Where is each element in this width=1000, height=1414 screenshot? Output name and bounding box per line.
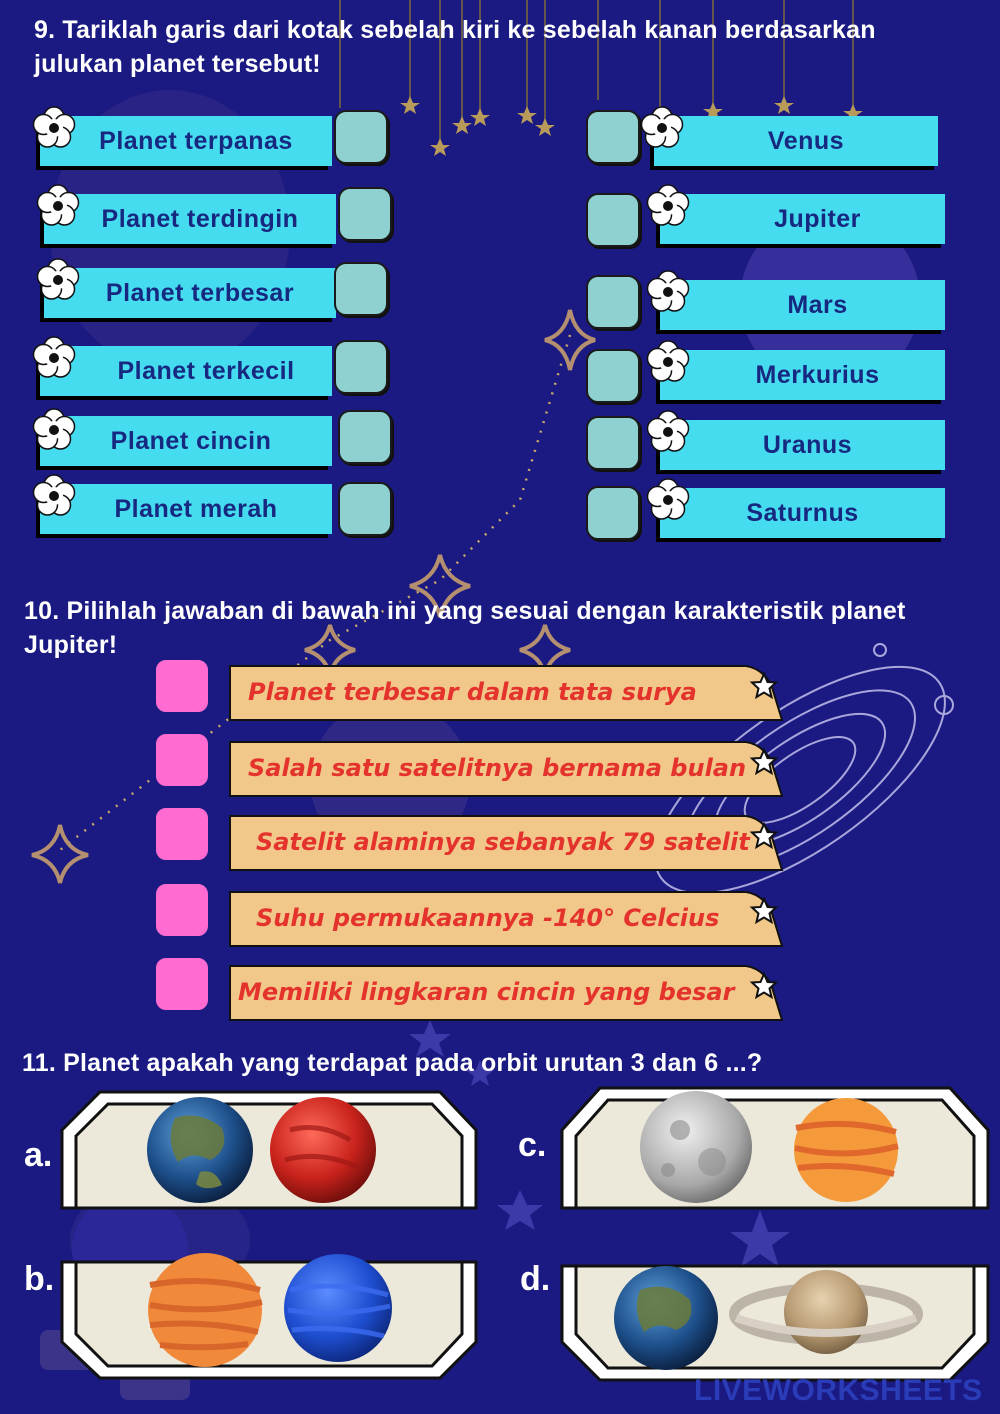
right-item-label: Venus [767,126,845,155]
option-a-frame [62,1092,476,1208]
jupiter-icon [148,1253,262,1367]
option-text: Memiliki lingkaran cincin yang besar [238,978,735,1006]
q9-title-line2: julukan planet tersebut! [34,50,321,78]
left-item-label: Planet terbesar [105,278,295,307]
option-text: Planet terbesar dalam tata surya [248,678,697,706]
mars-icon [270,1097,376,1203]
option-b-frame [62,1253,476,1378]
neptune-icon [284,1254,392,1362]
option-d-letter: d. [520,1260,551,1298]
option-c-frame [562,1088,988,1208]
option-text: Satelit alaminya sebanyak 79 satelit [256,828,750,856]
right-item-label: Uranus [762,430,853,459]
right-item-label: Merkurius [755,360,880,389]
option-a-letter: a. [24,1136,53,1174]
option-b-letter: b. [24,1260,55,1298]
option-text: Suhu permukaannya -140° Celcius [256,904,720,932]
right-item-label: Jupiter [774,204,861,233]
left-item-label: Planet cincin [110,426,272,455]
option-d-frame [562,1266,988,1380]
option-c-letter: c. [518,1126,547,1164]
q9-title-line1: 9. Tariklah garis dari kotak sebelah kiri ke sebelah kanan berdasarkan [34,16,876,44]
left-item-label: Planet terdingin [101,204,299,233]
earth-icon [147,1097,253,1203]
earth-icon [614,1266,718,1370]
right-item-label: Mars [787,290,848,319]
q10-title-line2: Jupiter! [24,631,118,659]
watermark-logo: LIVEWORKSHEETS [694,1374,983,1407]
right-item-label: Saturnus [746,498,859,527]
q10-title-line1: 10. Pilihlah jawaban di bawah ini yang sesuai dengan karakteristik planet [24,597,906,625]
moon-icon [640,1091,752,1203]
left-item-label: Planet terkecil [117,356,295,385]
option-text: Salah satu satelitnya bernama bulan [248,754,747,782]
jupiter-icon [794,1098,898,1202]
left-item-label: Planet terpanas [99,126,293,155]
left-item-label: Planet merah [114,494,278,523]
q11-title: 11. Planet apakah yang terdapat pada orbit urutan 3 dan 6 ...? [22,1049,763,1077]
